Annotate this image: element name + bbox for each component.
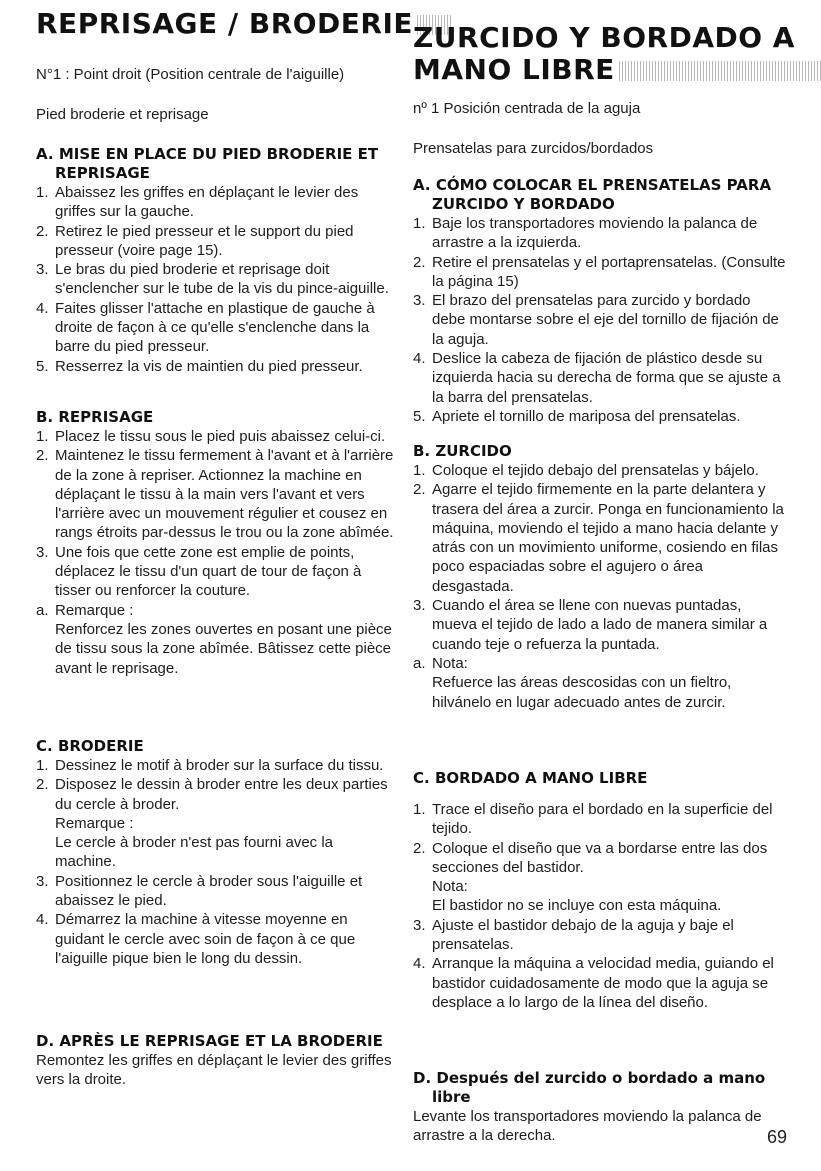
list-item-text: Remarque : [55,814,134,832]
fr-section-d-heading: D. APRÈS LE REPRISAGE ET LA BRODERIE [36,1032,383,1050]
list-item-number: 1. [413,215,426,232]
list-item-number: 2. [36,447,49,465]
list-item-text: Renforcez les zones ouvertes en posant une pièce de tissu sous la zone abîmée. Bâtissez cette pièce avant le reprisage. [55,620,392,677]
list-item-number: a. [413,654,426,672]
list-item-number: 2. [413,839,426,857]
list-item-text: Disposez le dessin à broder entre les deux parties du cercle à broder. [55,776,388,813]
list-item-text: Deslice la cabeza de fijación de plástico desde su izquierda hacia su derecha de forma que se ajuste a la barra del prensatelas. [432,350,781,406]
list-item [413,461,788,480]
list-item-text: Apriete el tornillo de mariposa del prensatelas. [432,407,741,425]
list-item-text: Refuerce las áreas descosidas con un fieltro, hilvánelo en lugar adecuado antes de zurcir. [432,674,732,711]
fr-section-c [36,737,396,968]
list-item [413,839,788,878]
list-item-number: a. [36,601,49,619]
list-item-number: 1. [413,462,426,479]
list-item-text: Cuando el área se llene con nuevas puntadas, mueva el tejido de lado a lado de manera similar a cuando teje o refuerza la puntada. [432,597,768,653]
list-item [413,214,788,253]
fr-section-a-list [36,183,396,376]
list-item [36,910,396,968]
list-item-number: 2. [36,776,49,794]
es-section-c-heading: C. BORDADO A MANO LIBRE [413,769,648,787]
list-item-text: Coloque el tejido debajo del prensatelas y bájelo. [432,462,759,479]
es-subtitle-foot: Prensatelas para zurcidos/bordados [413,140,654,157]
fr-section-c-heading: C. BRODERIE [36,737,144,755]
list-item-text: Nota: [432,878,468,896]
list-item-text: Dessinez le motif à broder sur la surface du tissu. [55,757,384,774]
list-item-number: 5. [36,357,49,375]
list-item [36,601,396,620]
list-item [413,291,788,349]
list-item-text: Nota: [432,654,468,672]
list-item [36,260,396,299]
fr-subtitle-foot: Pied broderie et reprisage [36,106,209,123]
list-item [413,596,788,654]
list-item [36,446,396,542]
list-item [36,833,396,872]
list-item-text: Retire el prensatelas y el portaprensatelas. (Consulte la página 15) [432,253,786,290]
list-item-text: El brazo del prensatelas para zurcido y bordado debe montarse sobre el eje del tornillo de fijación de la aguja. [432,292,779,348]
list-item-text: Trace el diseño para el bordado en la superficie del tejido. [432,801,773,838]
es-section-b-list [413,461,788,712]
list-item-text: Le bras du pied broderie et reprisage doit s'enclencher sur le tube de la vis du pince-aiguille. [55,261,389,298]
es-subtitle-stitch: nº 1 Posición centrada de la aguja [413,100,641,117]
list-item [36,814,396,833]
list-item-text: Faites glisser l'attache en plastique de gauche à droite de façon à ce qu'elle s'enclenche dans la barre du pied presseur. [55,299,375,356]
fr-section-b [36,408,396,678]
list-item [36,543,396,601]
list-item-number: 3. [36,261,49,279]
list-item [413,349,788,407]
list-item-text: Positionnez le cercle à broder sous l'aiguille et abaissez le pied. [55,872,363,910]
list-item-number: 1. [36,757,49,774]
es-section-a-list [413,214,788,426]
list-item [36,222,396,261]
page-number: 69 [766,1127,787,1147]
list-item-number: 2. [413,481,426,499]
list-item-number: 4. [36,299,49,317]
list-item-number: 4. [413,955,426,973]
list-item [36,427,396,446]
list-item [413,916,788,955]
list-item [36,756,396,775]
es-section-d-text: Levante los transportadores moviendo la palanca de arrastre a la derecha. [413,1108,762,1145]
es-section-d [413,1069,788,1146]
fr-section-b-list [36,427,396,678]
list-item-text: Retirez le pied presseur et le support du pied presseur (voire page 15). [55,222,354,259]
list-item-number: 4. [36,911,49,929]
list-item [36,775,396,814]
es-section-d-heading: D. Después del zurcido o bordado a mano libre [413,1069,766,1106]
fr-section-a [36,145,396,376]
list-item [413,673,788,712]
list-item-number: 3. [413,916,426,934]
list-item [413,253,788,292]
title-hatch-decoration [619,61,821,81]
list-item-number: 3. [413,292,426,310]
list-item [413,896,788,915]
list-item [36,357,396,376]
fr-section-b-heading: B. REPRISAGE [36,408,154,426]
list-item-number: 2. [413,253,426,271]
list-item-number: 3. [36,543,49,561]
fr-section-d-text: Remontez les griffes en déplaçant le levier des griffes vers la droite. [36,1052,392,1089]
fr-section-c-list [36,756,396,968]
list-item-number: 3. [413,597,426,615]
es-page-title-line2: MANO LIBRE [413,52,821,88]
list-item [413,954,788,1012]
list-item-text: Abaissez les griffes en déplaçant le levier des griffes sur la gauche. [55,184,359,221]
list-item [36,872,396,911]
es-section-a [413,176,788,426]
list-item-number: 1. [413,801,426,818]
list-item-number: 4. [413,350,426,368]
list-item-text: Démarrez la machine à vitesse moyenne en guidant le cercle avec soin de façon à ce que l'aiguille pique bien le long du dessin. [55,911,356,967]
list-item-text: Une fois que cette zone est emplie de points, déplacez le tissu d'un quart de tour de façon à tisser ou renforcer la couture. [55,543,362,600]
fr-subtitle-stitch: N°1 : Point droit (Position centrale de l'aiguille) [36,66,345,83]
list-item [413,877,788,896]
list-item-text: Baje los transportadores moviendo la palanca de arrastre a la izquierda. [432,215,758,252]
list-item-number: 1. [36,428,49,445]
es-section-b-heading: B. ZURCIDO [413,442,512,460]
es-section-a-heading: A. CÓMO COLOCAR EL PRENSATELAS PARA ZURCIDO Y BORDADO [413,176,772,213]
es-section-c [413,769,788,1012]
list-item-text: Coloque el diseño que va a bordarse entre las dos secciones del bastidor. [432,839,768,876]
es-page-title-line1: ZURCIDO Y BORDADO A [413,21,795,54]
list-item [36,299,396,357]
list-item-text: Placez le tissu sous le pied puis abaissez celui-ci. [55,428,386,445]
list-item-number: 1. [36,184,49,201]
list-item-number: 3. [36,872,49,890]
fr-section-d [36,1032,396,1090]
list-item-text: Remarque : [55,601,134,619]
list-item [413,407,788,426]
fr-section-a-heading: A. MISE EN PLACE DU PIED BRODERIE ET REPRISAGE [36,145,379,182]
list-item-text: Resserrez la vis de maintien du pied presseur. [55,357,363,375]
list-item [36,620,396,678]
list-item-number: 5. [413,407,426,425]
es-section-b [413,442,788,712]
list-item-text: Ajuste el bastidor debajo de la aguja y baje el prensatelas. [432,916,734,954]
list-item [413,654,788,673]
list-item-number: 2. [36,222,49,240]
list-item-text: Arranque la máquina a velocidad media, guiando el bastidor cuidadosamente de modo que la aguja se desplace a lo largo de la línea del diseño. [432,955,774,1011]
list-item-text: Agarre el tejido firmemente en la parte delantera y trasera del área a zurcir. Ponga en funcionamiento la máquina, moviendo el tejido a mano hacia delante y atrás con un movimiento uniforme, cosiendo en filas poco espaciadas sobre el agujero o área desgastada. [432,481,784,595]
list-item-text: Maintenez le tissu fermement à l'avant et à l'arrière de la zone à repriser. Actionnez la machine en déplaçant le tissu à la main vers l'avant et vers l'arrière avec un mouvement régulier et cousez en rangs étroits par-dessus le trou ou la zone abîmée. [55,447,394,542]
es-section-c-list [413,800,788,1012]
list-item [36,183,396,222]
list-item [413,800,788,839]
list-item-text: Le cercle à broder n'est pas fourni avec la machine. [55,834,334,871]
list-item-text: El bastidor no se incluye con esta máquina. [432,897,722,915]
list-item [413,480,788,596]
fr-page-title: REPRISAGE / BRODERIE [36,6,453,42]
